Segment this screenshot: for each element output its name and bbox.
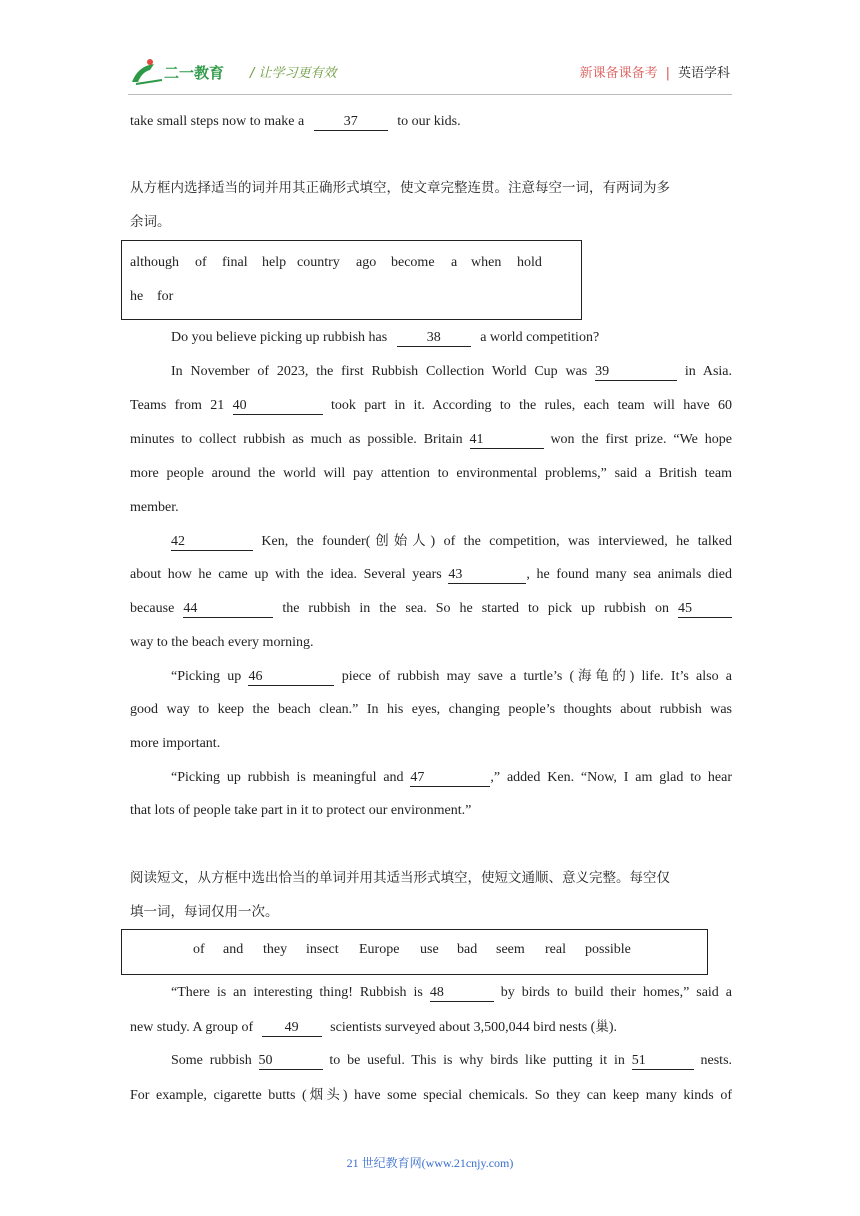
- page-footer: 21 世纪教育网(www.21cnjy.com): [346, 1156, 514, 1170]
- blank-38: 38: [397, 330, 471, 347]
- text: ,” added Ken. “Now, I am glad to hear: [490, 770, 733, 785]
- text: take small steps now to make a: [130, 114, 305, 129]
- text-cn: 巢: [595, 1019, 609, 1035]
- text: took part in it. According to the rules, each team will have 60: [330, 398, 733, 413]
- text: For example, cigarette butts (: [130, 1088, 307, 1103]
- box-word: seem: [496, 942, 525, 957]
- text: ) have some special chemicals. So they can keep many kinds of: [342, 1088, 732, 1103]
- line-46: [171, 666, 732, 687]
- line-40: [130, 396, 732, 416]
- text: new study. A group of: [130, 1020, 254, 1035]
- box-word: although: [130, 255, 179, 270]
- sec1-instruction-2: 余词。: [130, 214, 171, 230]
- svg-text:二一教育: 二一教育: [164, 64, 225, 82]
- line-47: [171, 768, 732, 788]
- line-38: [171, 328, 732, 348]
- blank-50: 50: [259, 1053, 323, 1070]
- text: In November of 2023, the first Rubbish Collection World Cup was: [171, 364, 588, 379]
- logo: [128, 56, 238, 88]
- box-word: he: [130, 289, 144, 304]
- box-word: use: [420, 942, 439, 957]
- text-cn: 烟头: [306, 1087, 343, 1103]
- text: ) life. It’s also a: [629, 669, 733, 684]
- sec2-instruction-1: 阅读短文，从方框中选出恰当的单词并用其适当形式填空，使短文通顺、意义完整。每空仅: [130, 870, 670, 886]
- blank-42: 42: [171, 534, 253, 551]
- text: piece of rubbish may save a turtle’s (: [341, 669, 575, 684]
- text-cn: 海龟的: [574, 668, 630, 684]
- line-44-45: [130, 599, 732, 619]
- blank-40: 40: [233, 398, 323, 415]
- box-word: of: [193, 942, 205, 957]
- text-cn: 创始人: [370, 533, 431, 549]
- text: a world competition?: [480, 330, 600, 345]
- brand-left: 新课备课备考: [579, 66, 658, 81]
- text: by birds to build their homes,” said a: [500, 985, 732, 1000]
- box-word: when: [471, 255, 502, 270]
- box-word: hold: [517, 255, 542, 270]
- blank-46: 46: [248, 669, 334, 686]
- line-41: [130, 430, 732, 450]
- line-50-51: [171, 1051, 732, 1071]
- brand-separator: |: [665, 66, 670, 81]
- text: nests.: [700, 1053, 733, 1068]
- box-word: and: [223, 942, 244, 957]
- text: “Picking up: [171, 669, 242, 684]
- blank-44: 44: [183, 601, 273, 618]
- blank-47: 47: [410, 770, 490, 787]
- line-43: [130, 565, 732, 585]
- blank-51: 51: [632, 1053, 694, 1070]
- text: ).: [608, 1020, 618, 1035]
- text: because: [130, 601, 175, 616]
- blank-43: 43: [448, 567, 526, 584]
- text: , he found many sea animals died: [526, 567, 732, 582]
- box-word: real: [545, 942, 566, 957]
- paragraph-line: more people around the world will pay attention to environmental problems,” said a British team: [130, 466, 732, 481]
- text: in Asia.: [684, 364, 733, 379]
- blank-37: 37: [314, 114, 388, 131]
- text: minutes to collect rubbish as much as possible. Britain: [130, 432, 463, 447]
- blank-39: 39: [595, 364, 677, 381]
- box-word: help: [262, 255, 287, 270]
- word-box-1: [121, 240, 582, 320]
- line-39: [171, 362, 732, 382]
- header-divider: [128, 94, 732, 95]
- text: about how he came up with the idea. Several years: [130, 567, 442, 582]
- text: “There is an interesting thing! Rubbish is: [171, 985, 423, 1000]
- blank-45: 45: [678, 601, 732, 618]
- text: Do you believe picking up rubbish has: [171, 330, 388, 345]
- line-37: [130, 112, 732, 132]
- text: scientists surveyed about 3,500,044 bird nests (: [330, 1020, 596, 1035]
- box-word: for: [157, 289, 174, 304]
- box-word: a: [451, 255, 458, 270]
- line-49: [130, 1017, 732, 1038]
- paragraph-line: good way to keep the beach clean.” In his eyes, changing people’s thoughts about rubbish was: [130, 702, 732, 717]
- text: won the first prize. “We hope: [550, 432, 733, 447]
- text: Teams from 21: [130, 398, 225, 413]
- box-word: become: [391, 255, 435, 270]
- box-word: insect: [306, 942, 339, 957]
- sec2-instruction-2: 填一词，每词仅用一次。: [130, 904, 279, 920]
- paragraph-line: member.: [130, 500, 179, 515]
- paragraph-line: way to the beach every morning.: [130, 635, 314, 650]
- subject-brand: [580, 62, 730, 81]
- text: “Picking up rubbish is meaningful and: [171, 770, 404, 785]
- page-header: [128, 50, 728, 94]
- box-word: country: [297, 255, 340, 270]
- brand-subject: 英语学科: [677, 66, 730, 81]
- text: to our kids.: [397, 114, 461, 129]
- text: the rubbish in the sea. So he started to pick up rubbish on: [282, 601, 670, 616]
- text: Some rubbish: [171, 1053, 252, 1068]
- slogan: / 让学习更有效: [250, 66, 337, 81]
- box-word: possible: [585, 942, 631, 957]
- text: ) of the competition, was interviewed, he talked: [430, 534, 732, 549]
- text: Ken, the founder(: [261, 534, 371, 549]
- paragraph-line: more important.: [130, 736, 221, 751]
- word-box-2: [121, 929, 708, 975]
- box-word: final: [222, 255, 248, 270]
- blank-49: 49: [262, 1020, 322, 1037]
- box-word: Europe: [359, 942, 400, 957]
- box-word: bad: [457, 942, 478, 957]
- paragraph-line: [130, 1085, 732, 1106]
- box-word: of: [195, 255, 207, 270]
- line-42: [171, 531, 732, 552]
- box-word: they: [263, 942, 288, 957]
- text: to be useful. This is why birds like putting it in: [329, 1053, 625, 1068]
- blank-41: 41: [470, 432, 544, 449]
- blank-48: 48: [430, 985, 494, 1002]
- line-48: [171, 983, 732, 1003]
- sec1-instruction-1: 从方框内选择适当的词并用其正确形式填空，使文章完整连贯。注意每空一词，有两词为多: [130, 180, 670, 196]
- box-word: ago: [356, 255, 377, 270]
- paragraph-line: that lots of people take part in it to protect our environment.”: [130, 803, 472, 818]
